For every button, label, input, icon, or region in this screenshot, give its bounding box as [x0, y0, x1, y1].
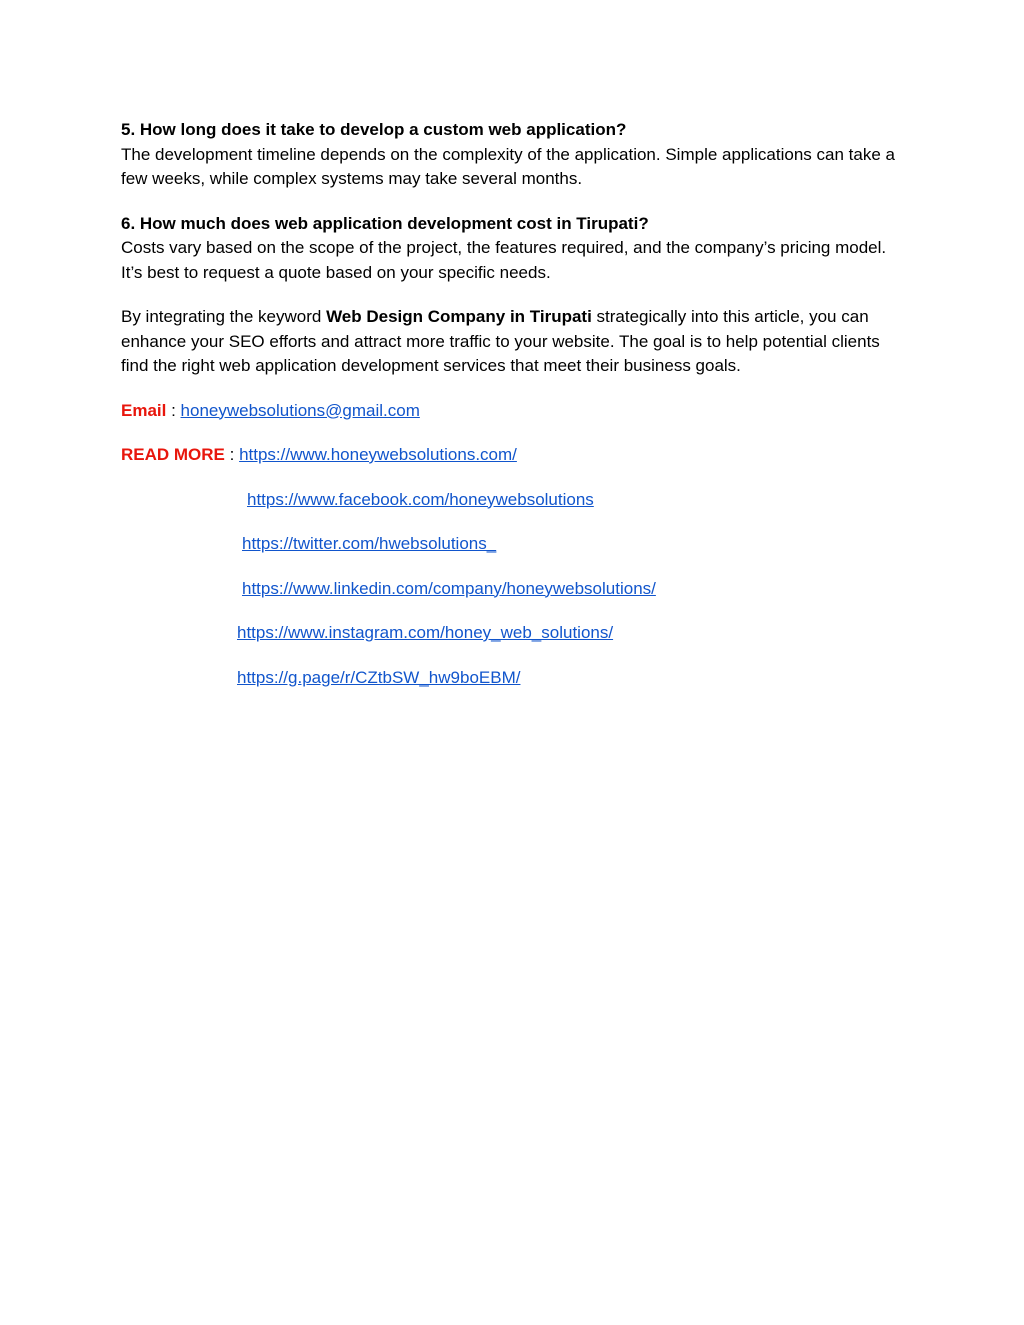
- facebook-link[interactable]: https://www.facebook.com/honeywebsolutions: [247, 489, 594, 509]
- summary-paragraph: [121, 305, 911, 379]
- email-separator: :: [166, 400, 181, 420]
- twitter-link[interactable]: https://twitter.com/hwebsolutions_: [242, 534, 497, 553]
- linkedin-link[interactable]: https://www.linkedin.com/company/honeywebsolutions/: [242, 578, 656, 598]
- read-more-label: READ MORE: [121, 445, 225, 464]
- social-line-google-page: [121, 666, 911, 691]
- email-line: [121, 399, 911, 424]
- summary-text-before: By integrating the keyword: [121, 307, 327, 326]
- faq-question: 5. How long does it take to develop a custom web application?: [121, 120, 627, 139]
- social-line-instagram: [121, 621, 911, 646]
- social-line-facebook: [121, 488, 911, 513]
- google-page-link[interactable]: https://g.page/r/CZtbSW_hw9boEBM/: [237, 667, 521, 687]
- email-link[interactable]: honeywebsolutions@gmail.com: [180, 400, 420, 420]
- summary-text-after: strategically into this article, you can enhance your SEO efforts and attract more traffic to your website. The goal is to help potential clients find the right web application development services that meet their business goals.: [121, 307, 880, 375]
- email-label: Email: [121, 400, 167, 420]
- faq-question: 6. How much does web application development cost in Tirupati?: [121, 213, 649, 233]
- document-body: [121, 118, 911, 710]
- faq-item-5: [121, 118, 911, 192]
- faq-item-6: [121, 212, 911, 286]
- social-line-linkedin: [121, 577, 911, 602]
- website-link[interactable]: https://www.honeywebsolutions.com/: [239, 445, 517, 464]
- social-line-twitter: [121, 532, 911, 557]
- faq-answer: The development timeline depends on the complexity of the application. Simple applications can take a few weeks, while complex systems may take several months.: [121, 144, 895, 188]
- read-more-line: [121, 443, 911, 468]
- read-more-separator: :: [224, 445, 240, 464]
- summary-keyword: Web Design Company in Tirupati: [326, 307, 592, 326]
- instagram-link[interactable]: https://www.instagram.com/honey_web_solutions/: [237, 623, 614, 642]
- faq-answer: Costs vary based on the scope of the project, the features required, and the company’s pricing model. It’s best to request a quote based on your specific needs.: [121, 238, 887, 282]
